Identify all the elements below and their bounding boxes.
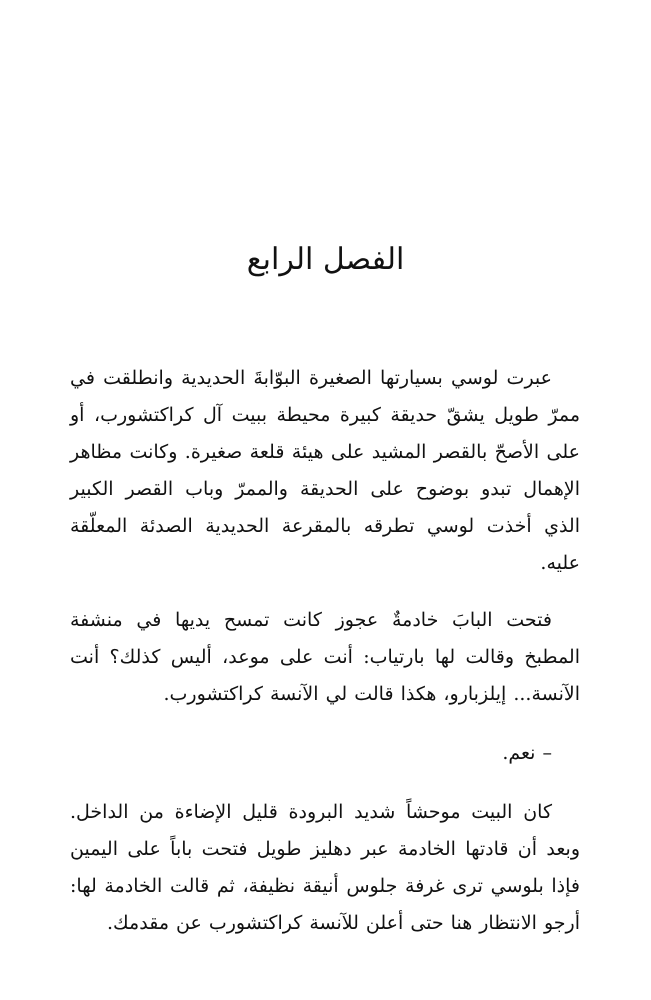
paragraph-1: عبرت لوسي بسيارتها الصغيرة البوّابةَ الحديدية وانطلقت في ممرّ طويل يشقّ حديقة كبيرة محيطة ببيت آل كراكتشورب، أو على الأصحّ بالقصر المشيد على هيئة قلعة صغيرة. وكانت مظاهر الإهمال تبدو بوضوح على الحديقة والممرّ وباب القصر الكبير الذي أخذت لوسي تطرقه بالمقرعة الحديدية الصدئة المعلّقة عليه. (70, 367, 580, 574)
paragraph-gap (70, 772, 580, 794)
chapter-body (70, 360, 580, 942)
paragraph-3: كان البيت موحشاً شديد البرودة قليل الإضاءة من الداخل. وبعد أن قادتها الخادمة عبر دهليز طويل فتحت باباً على اليمين فإذا بلوسي ترى غرفة جلوس أنيقة نظيفة، ثم قالت الخادمة لها: أرجو الانتظار هنا حتى أعلن للآنسة كراكتشورب عن مقدمك. (70, 801, 580, 934)
paragraph-gap (70, 582, 580, 602)
chapter-title: الفصل الرابع (246, 242, 405, 277)
paragraph-gap (70, 713, 580, 735)
dialogue-line: – نعم. (502, 742, 552, 764)
paragraph-2: فتحت البابَ خادمةٌ عجوز كانت تمسح يديها في منشفة المطبخ وقالت لها بارتياب: أنت على موعد، أليس كذلك؟ أنت الآنسة... إيلزبارو، هكذا قالت لي الآنسة كراكتشورب. (70, 609, 580, 705)
